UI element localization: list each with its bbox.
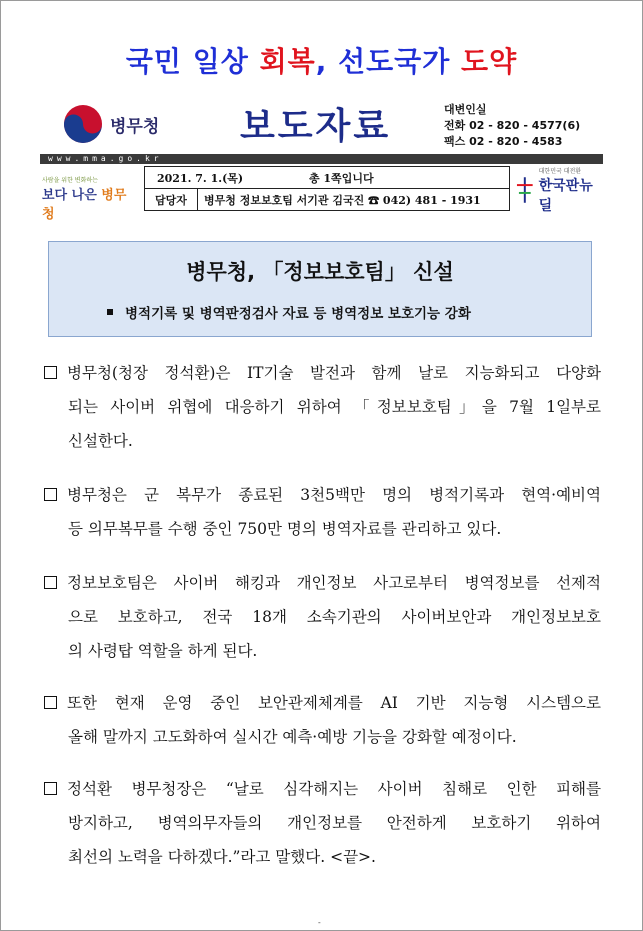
press-release-title: 보도자료 (240, 106, 392, 147)
taegeuk-logo-icon (62, 103, 104, 145)
paragraph-line-text: 최선의 노력을 다하겠다.”라고 말했다. <끝>. (68, 848, 376, 866)
contact-dept: 대변인실 (444, 103, 487, 116)
checkbox-bullet-icon (44, 696, 57, 709)
org-logo (62, 103, 159, 145)
body-paragraph (44, 478, 601, 546)
paragraph-line (44, 566, 601, 600)
checkbox-bullet-icon (44, 782, 57, 795)
paragraph-line (44, 478, 601, 512)
slogan (0, 40, 643, 80)
subheadline (107, 302, 471, 322)
paragraph-line-text: 되는 사이버 위협에 대응하기 위하여 「정보보호팀」을 7월 1일부로 (68, 398, 601, 416)
paragraph-line-text: 의 사령탑 역할을 하게 된다. (68, 642, 258, 660)
paragraph-line-text: 신설한다. (68, 432, 133, 450)
info-row-date (145, 167, 510, 189)
headline: 병무청, 「정보보호팀」 신설 (186, 260, 454, 284)
paragraph-line (44, 686, 601, 720)
slogan-part4: 도약 (461, 45, 518, 78)
paragraph-line-text: 정석환 병무청장은 “날로 심각해지는 사이버 침해로 인한 피해를 (67, 780, 601, 798)
contact-phone: 전화 02 - 820 - 4577(6) (444, 119, 581, 132)
paragraph-line-text: 병무청(청장 정석환)은 IT기술 발전과 함께 날로 지능화되고 다양화 (67, 364, 601, 382)
badge-left-big (42, 184, 138, 222)
paragraph-line (44, 634, 601, 668)
paragraph-line (44, 600, 601, 634)
release-info-table (144, 166, 510, 211)
release-date: 2021. 7. 1.(목) (157, 171, 244, 185)
body-paragraph (44, 566, 601, 668)
org-name: 병무청 (110, 116, 160, 137)
website-bar: www.mma.go.kr (40, 154, 603, 164)
badge-left-big-b: 병무청 (42, 188, 127, 222)
new-deal-badge (515, 167, 605, 214)
slogan-part1: 국민 일상 (125, 45, 260, 78)
badge-left-big-a: 보다 나은 (42, 188, 102, 203)
contact-person-value: 병무청 정보보호팀 서기관 김국진 ☎ 042) 481 - 1931 (198, 189, 510, 211)
new-deal-big: 한국판뉴딜 (538, 177, 593, 214)
body-paragraph (44, 772, 601, 874)
paragraph-line (44, 806, 601, 840)
paragraph-line (44, 356, 601, 390)
slogan-part2: 회복 (259, 45, 316, 78)
body-paragraph (44, 356, 601, 458)
slogan-part3: , 선도국가 (315, 45, 462, 78)
page-count: 총 1쪽입니다 (308, 171, 374, 185)
body-paragraph (44, 686, 601, 754)
square-bullet-icon (107, 309, 113, 315)
page-marker: - (318, 918, 321, 927)
paragraph-line-text: 또한 현재 운영 중인 보안관제체계를 AI 기반 지능형 시스템으로 (67, 694, 601, 712)
press-contact (444, 102, 580, 150)
paragraph-line (44, 390, 601, 424)
paragraph-line (44, 840, 601, 874)
paragraph-line-text: 으로 보호하고, 전국 18개 소속기관의 사이버보안과 개인정보보호 (68, 608, 601, 626)
paragraph-line-text: 등 의무복무를 수행 중인 750만 명의 병역자료를 관리하고 있다. (68, 520, 502, 538)
paragraph-line-text: 방지하고, 병역의무자들의 개인정보를 안전하게 보호하기 위하여 (68, 814, 601, 832)
paragraph-line (44, 720, 601, 754)
paragraph-line-text: 병무청은 군 복무가 종료된 3천5백만 명의 병적기록과 현역·예비역 (67, 486, 601, 504)
paragraph-line (44, 512, 601, 546)
paragraph-line (44, 424, 601, 458)
checkbox-bullet-icon (44, 488, 57, 501)
paragraph-line-text: 올해 말까지 고도화하여 실시간 예측·예방 기능을 강화할 예정이다. (68, 728, 517, 746)
contact-fax: 팩스 02 - 820 - 4583 (444, 135, 563, 148)
checkbox-bullet-icon (44, 366, 57, 379)
checkbox-bullet-icon (44, 576, 57, 589)
paragraph-line-text: 정보보호팀은 사이버 해킹과 개인정보 사고로부터 병역정보를 선제적 (67, 574, 601, 592)
slogan-badge-left (42, 175, 138, 222)
subheadline-text: 병적기록 및 병역판정검사 자료 등 병역정보 보호기능 강화 (125, 306, 471, 322)
badge-left-small: 사람을 위한 변화하는 (42, 177, 98, 184)
paragraph-line (44, 772, 601, 806)
new-deal-small: 대한민국 대전환 (538, 167, 582, 175)
headline-box (48, 241, 592, 337)
contact-person-label: 담당자 (145, 189, 198, 211)
new-deal-logo-icon (515, 175, 535, 205)
